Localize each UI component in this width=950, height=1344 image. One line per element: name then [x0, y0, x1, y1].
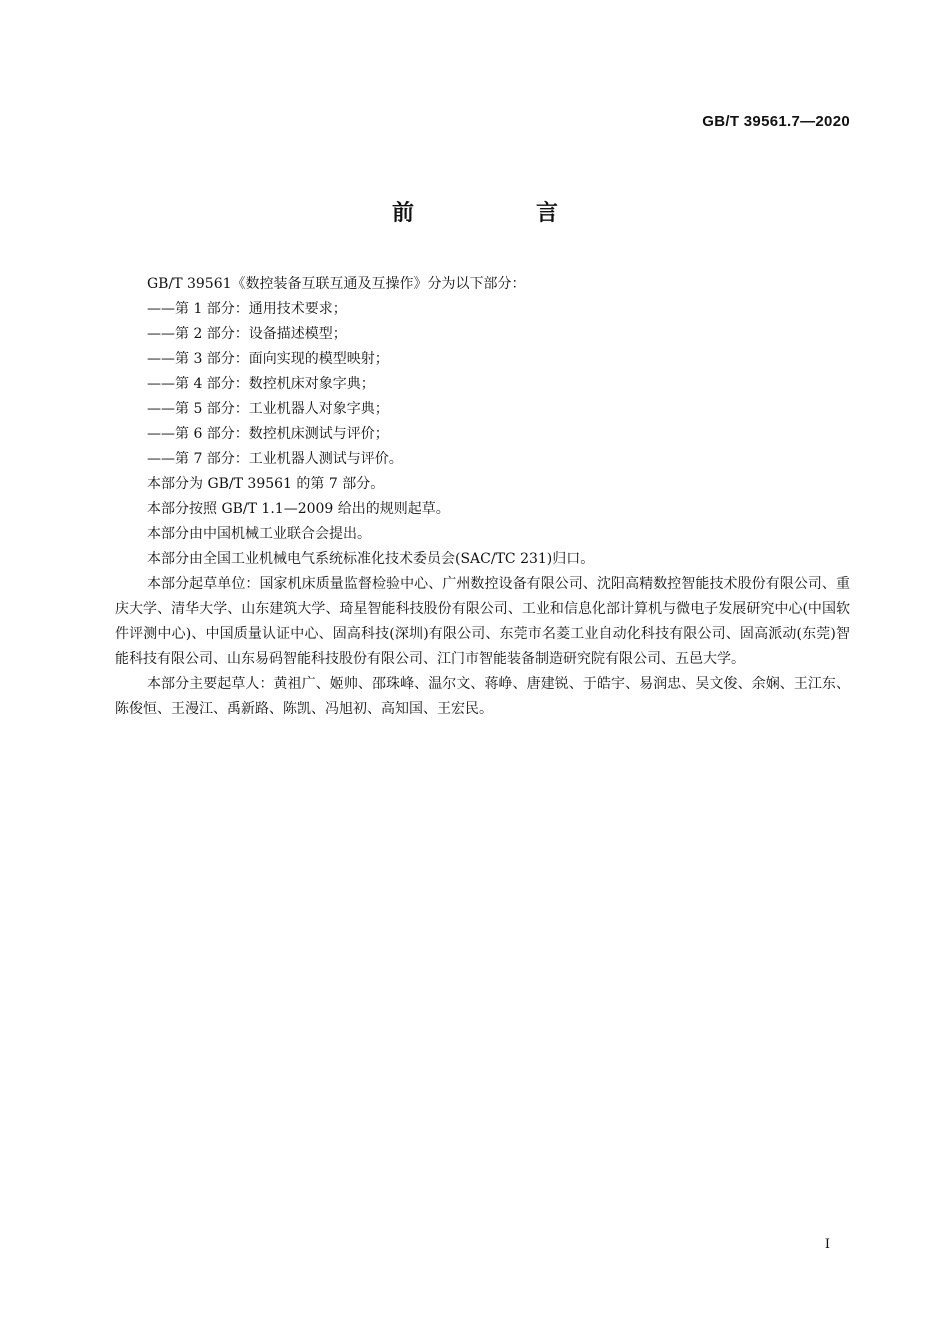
page-title: 前 言 [391, 201, 608, 226]
statement-paragraph: 本部分为 GB/T 39561 的第 7 部分。 [147, 476, 385, 492]
drafting-units-paragraph: 本部分起草单位：国家机床质量监督检验中心、广州数控设备有限公司、沈阳高精数控智能技术股份有限公司、重庆大学、清华大学、山东建筑大学、琦星智能科技股份有限公司、工业和信息化部计算机与微电子发展研究中心(中国软件评测中心)、中国质量认证中心、固高科技(深圳)有限公司、东莞市名菱工业自动化科技有限公司、固高派动(东莞)智能科技有限公司、山东易码智能科技股份有限公司、江门市智能装备制造研究院有限公司、五邑大学。 [115, 576, 850, 667]
document-code: GB/T 39561.7—2020 [702, 113, 850, 130]
statement-paragraph: 本部分由全国工业机械电气系统标准化技术委员会(SAC/TC 231)归口。 [147, 551, 595, 567]
foreword-body [115, 272, 850, 722]
statement-paragraph: 本部分按照 GB/T 1.1—2009 给出的规则起草。 [147, 501, 450, 517]
part-list-item: ——第 2 部分：设备描述模型； [147, 326, 347, 342]
page-number: I [824, 1237, 830, 1252]
part-list-item: ——第 1 部分：通用技术要求； [147, 301, 347, 317]
part-list-item: ——第 4 部分：数控机床对象字典； [147, 376, 375, 392]
part-list-item: ——第 3 部分：面向实现的模型映射； [147, 351, 389, 367]
drafters-paragraph: 本部分主要起草人：黄祖广、姬帅、邵珠峰、温尔文、蒋峥、唐建锐、于皓宇、易润忠、吴文俊、余娴、王江东、陈俊恒、王漫江、禹新路、陈凯、冯旭初、高知国、王宏民。 [115, 676, 850, 717]
statement-paragraph: 本部分由中国机械工业联合会提出。 [147, 526, 371, 542]
intro-paragraph: GB/T 39561《数控装备互联互通及互操作》分为以下部分： [147, 276, 526, 292]
part-list-item: ——第 7 部分：工业机器人测试与评价。 [147, 451, 403, 467]
part-list-item: ——第 5 部分：工业机器人对象字典； [147, 401, 389, 417]
part-list-item: ——第 6 部分：数控机床测试与评价； [147, 426, 389, 442]
